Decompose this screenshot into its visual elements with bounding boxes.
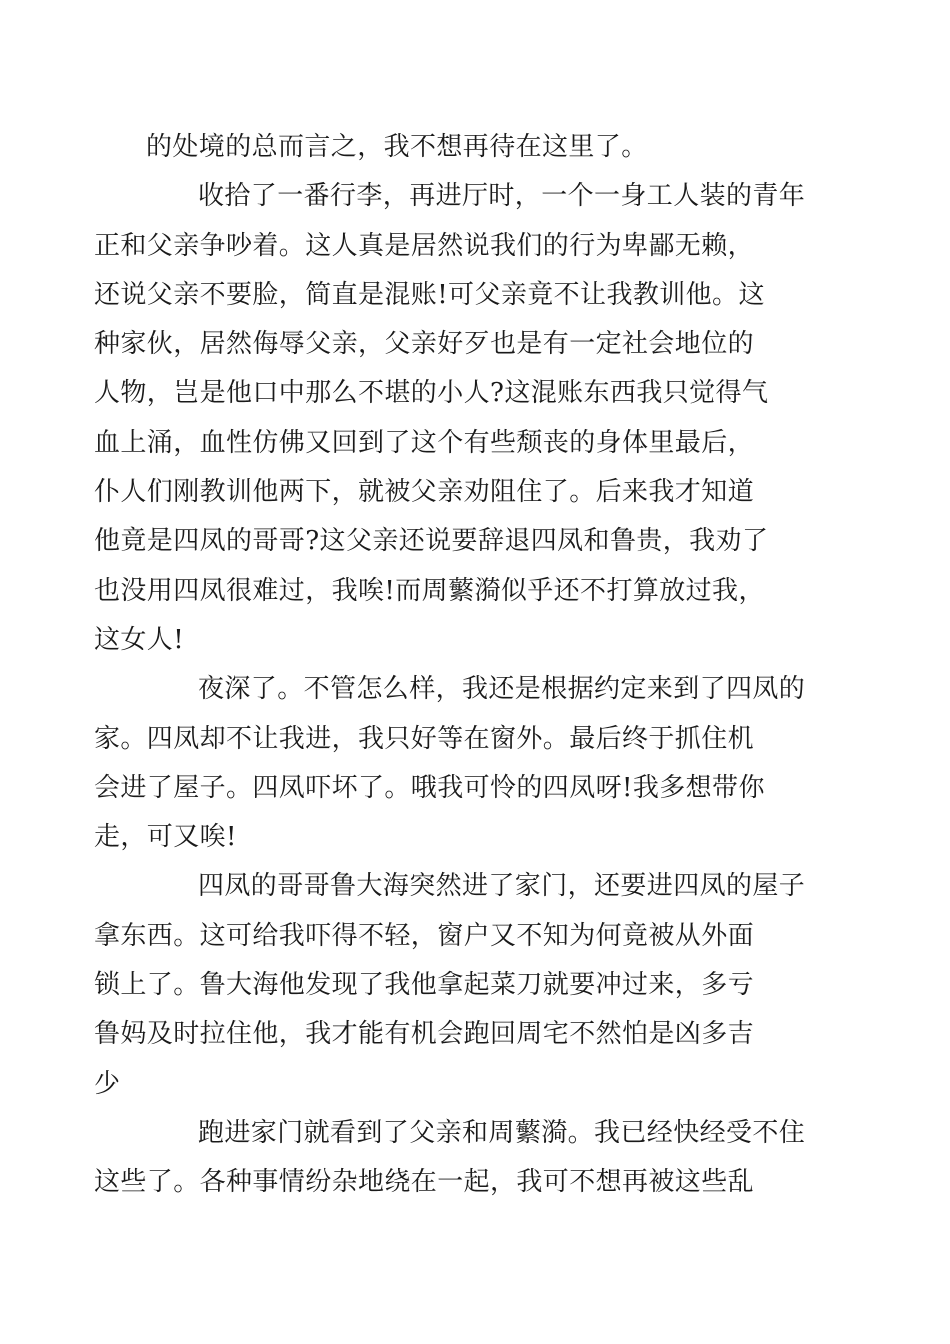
document-body [94, 123, 808, 1208]
text-line: 还说父亲不要脸，简直是混账!可父亲竟不让我教训他。这 [94, 279, 765, 310]
text-line: 人物，岂是他口中那么不堪的小人?这混账东西我只觉得气 [94, 378, 769, 409]
text-line: 血上涌，血性仿佛又回到了这个有些颓丧的身体里最后， [94, 427, 755, 458]
paragraph [94, 172, 808, 665]
text-line: 走，可又唉! [94, 822, 237, 853]
text-line: 夜深了。不管怎么样，我还是根据约定来到了四凤的 [198, 674, 806, 705]
text-line: 四凤的哥哥鲁大海突然进了家门，还要进四凤的屋子 [198, 871, 806, 902]
text-line: 跑进家门就看到了父亲和周蘩漪。我已经快经受不住 [198, 1117, 806, 1148]
text-line: 正和父亲争吵着。这人真是居然说我们的行为卑鄙无赖， [94, 230, 755, 261]
text-line: 少 [94, 1068, 121, 1099]
text-line: 这女人! [94, 624, 185, 655]
paragraph [94, 862, 808, 1108]
paragraph [94, 1109, 808, 1208]
text-line: 鲁妈及时拉住他，我才能有机会跑回周宅不然怕是凶多吉 [94, 1019, 755, 1050]
text-line: 仆人们刚教训他两下，就被父亲劝阻住了。后来我才知道 [94, 477, 755, 508]
text-line: 收拾了一番行李，再进厅时，一个一身工人装的青年 [198, 181, 806, 212]
text-line: 锁上了。鲁大海他发现了我他拿起菜刀就要冲过来，多亏 [94, 970, 755, 1001]
text-line: 家。四凤却不让我进，我只好等在窗外。最后终于抓住机 [94, 723, 755, 754]
text-line: 这些了。各种事情纷杂地绕在一起，我可不想再被这些乱 [94, 1167, 755, 1198]
text-line: 他竟是四凤的哥哥?这父亲还说要辞退四凤和鲁贵，我劝了 [94, 526, 769, 557]
text-line: 的处境的总而言之，我不想再待在这里了。 [146, 132, 648, 162]
paragraph [94, 665, 808, 862]
text-line: 种家伙，居然侮辱父亲，父亲好歹也是有一定社会地位的 [94, 329, 755, 360]
text-line: 拿东西。这可给我吓得不轻，窗户又不知为何竟被从外面 [94, 920, 755, 951]
text-line: 会进了屋子。四凤吓坏了。哦我可怜的四凤呀!我多想带你 [94, 772, 765, 803]
paragraph [146, 123, 808, 172]
text-line: 也没用四凤很难过，我唉!而周蘩漪似乎还不打算放过我， [94, 575, 765, 606]
